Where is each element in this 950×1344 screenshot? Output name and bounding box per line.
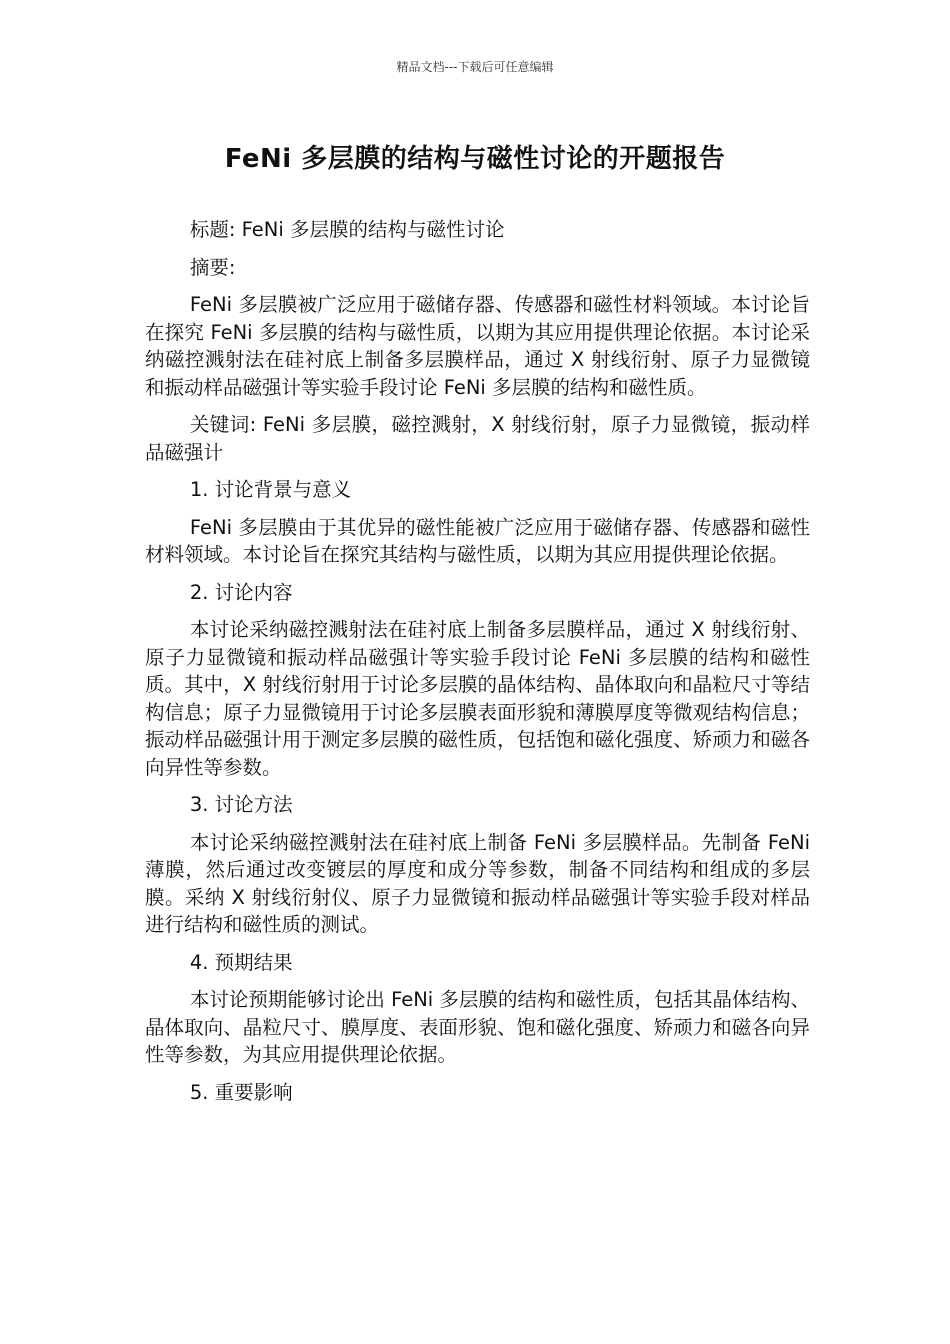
- abstract-paragraph: FeNi 多层膜被广泛应用于磁储存器、传感器和磁性材料领域。本讨论旨在探究 FeNi 多层膜的结构与磁性质，以期为其应用提供理论依据。本讨论采纳磁控溅射法在硅衬底上制备多层膜样品，通过 X 射线衍射、原子力显微镜和振动样品磁强计等实验手段讨论 FeNi 多层膜的结构和磁性质。: [145, 293, 810, 399]
- keywords-paragraph: 关键词: FeNi 多层膜，磁控溅射，X 射线衍射，原子力显微镜，振动样品磁强计: [145, 413, 810, 464]
- section-heading-impact: 5. 重要影响: [189, 1080, 293, 1104]
- expected-results-paragraph: 本讨论预期能够讨论出 FeNi 多层膜的结构和磁性质，包括其晶体结构、晶体取向、晶粒尺寸、膜厚度、表面形貌、饱和磁化强度、矫顽力和磁各向异性等参数，为其应用提供理论依据。: [145, 988, 810, 1066]
- abstract-label: 摘要:: [189, 255, 236, 279]
- section-heading-background: 1. 讨论背景与意义: [189, 478, 352, 501]
- document-body: [145, 216, 810, 1116]
- document-title: FeNi 多层膜的结构与磁性讨论的开题报告: [224, 144, 726, 174]
- section-heading-method: 3. 讨论方法: [189, 793, 293, 816]
- content-paragraph: 本讨论采纳磁控溅射法在硅衬底上制备多层膜样品，通过 X 射线衍射、原子力显微镜和振动样品磁强计等实验手段讨论 FeNi 多层膜的结构和磁性质。其中，X 射线衍射用于讨论多层膜的晶体结构、晶体取向和晶粒尺寸等结构信息；原子力显微镜用于讨论多层膜表面形貌和薄膜厚度等微观结构信息；振动样品磁强计用于测定多层膜的磁性质，包括饱和磁化强度、矫顽力和磁各向异性等参数。: [145, 618, 810, 779]
- section-heading-expected-results: 4. 预期结果: [189, 950, 293, 974]
- header-note: 精品文档---下载后可任意编辑: [396, 60, 554, 74]
- section-heading-content: 2. 讨论内容: [189, 580, 293, 604]
- method-paragraph: 本讨论采纳磁控溅射法在硅衬底上制备 FeNi 多层膜样品。先制备 FeNi 薄膜，然后通过改变镀层的厚度和成分等参数，制备不同结构和组成的多层膜。采纳 X 射线衍射仪、原子力显微镜和振动样品磁强计等实验手段对样品进行结构和磁性质的测试。: [145, 830, 810, 936]
- title-line: 标题: FeNi 多层膜的结构与磁性讨论: [189, 218, 505, 241]
- background-paragraph: FeNi 多层膜由于其优异的磁性能被广泛应用于磁储存器、传感器和磁性材料领域。本讨论旨在探究其结构与磁性质，以期为其应用提供理论依据。: [145, 515, 810, 566]
